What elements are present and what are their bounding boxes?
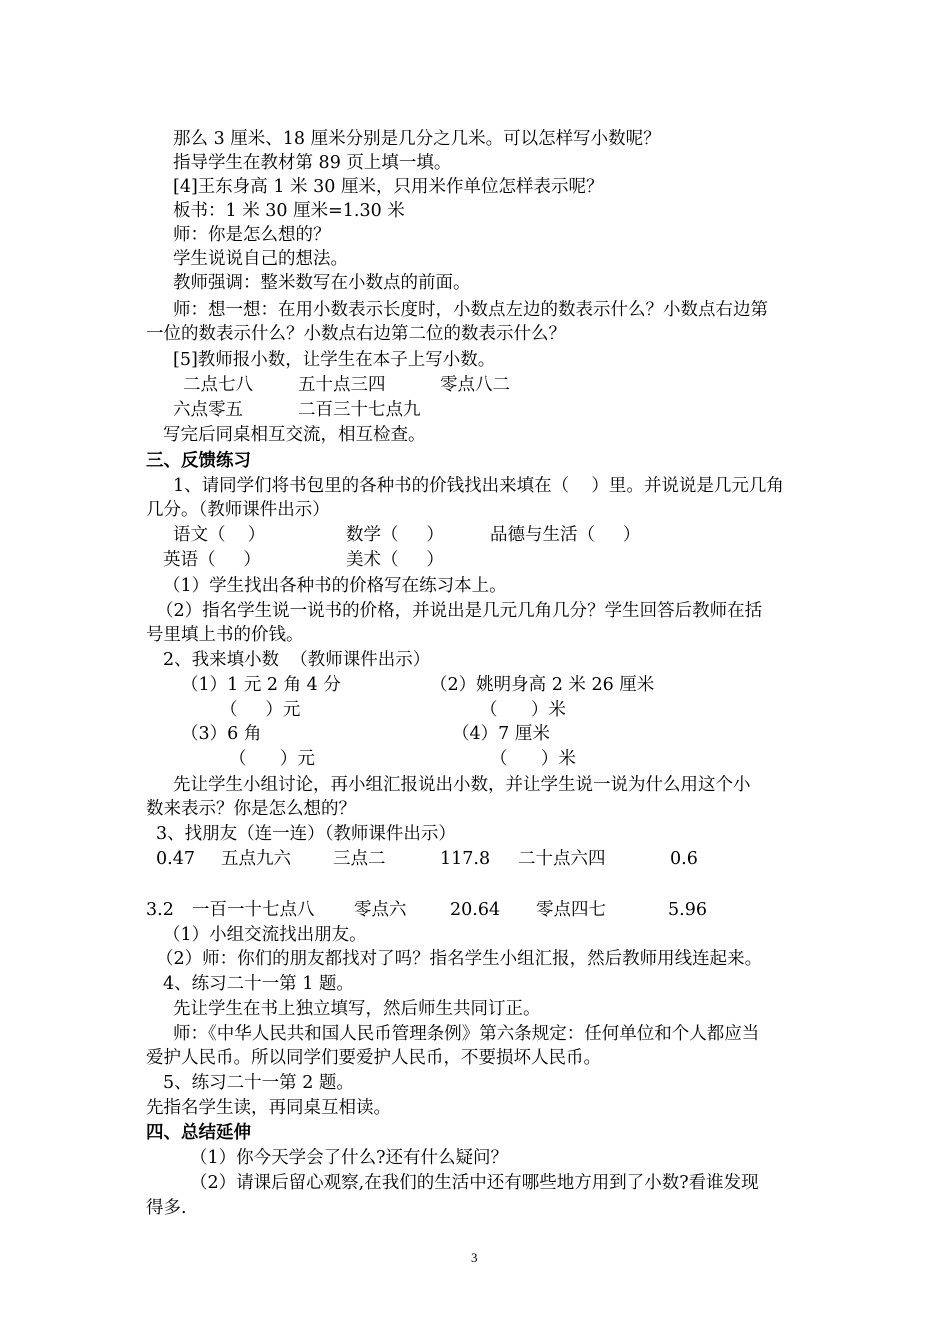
paragraph-line: （1）你今天学会了什么?还有什么疑问？ bbox=[190, 1148, 509, 1168]
match-item: 3.2 bbox=[146, 900, 174, 920]
match-item: 一百一十七点八 bbox=[192, 900, 315, 920]
fill-blank: （ ）元 bbox=[220, 700, 301, 720]
book-price-item: 数学（ ） bbox=[346, 525, 444, 545]
paragraph-line: 爱护人民币。所以同学们要爱护人民币，不要损坏人民币。 bbox=[146, 1048, 601, 1068]
page-number: 3 bbox=[471, 1250, 478, 1265]
match-item: 三点二 bbox=[333, 849, 386, 869]
paragraph-line: 板书：1 米 30 厘米=1.30 米 bbox=[173, 201, 405, 221]
paragraph-line: 师：《中华人民共和国人民币管理条例》第六条规定：任何单位和个人都应当 bbox=[173, 1024, 760, 1044]
match-item: 五点九六 bbox=[221, 849, 291, 869]
match-item: 5.96 bbox=[668, 900, 707, 920]
fill-item: （1）1 元 2 角 4 分 bbox=[181, 675, 341, 695]
match-item: 0.6 bbox=[670, 849, 698, 869]
paragraph-line: （2）请课后留心观察,在我们的生活中还有哪些地方用到了小数?看谁发现 bbox=[190, 1173, 759, 1193]
paragraph-line: 几分。（教师课件出示） bbox=[146, 500, 330, 520]
section-heading: 四、总结延伸 bbox=[146, 1123, 251, 1143]
paragraph-line: [5]教师报小数，让学生在本子上写小数。 bbox=[173, 350, 496, 370]
paragraph-line: （2）师：你们的朋友都找对了吗？指名学生小组汇报，然后教师用线连起来。 bbox=[156, 949, 763, 969]
paragraph-line: 得多. bbox=[146, 1198, 187, 1218]
fill-blank: （ ）米 bbox=[490, 749, 576, 769]
dictation-item: 六点零五 bbox=[173, 400, 243, 420]
match-item: 20.64 bbox=[450, 900, 501, 920]
match-item: 117.8 bbox=[440, 849, 491, 869]
match-item: 0.47 bbox=[156, 849, 195, 869]
paragraph-line: 先让学生小组讨论，再小组汇报说出小数，并让学生说一说为什么用这个小 bbox=[173, 775, 751, 795]
paragraph-line: 1、请同学们将书包里的各种书的价钱找出来填在（ ）里。并说说是几元几角 bbox=[173, 476, 784, 496]
book-price-item: 美术（ ） bbox=[346, 550, 444, 570]
paragraph-line: [4]王东身高 1 米 30 厘米，只用米作单位怎样表示呢？ bbox=[173, 177, 604, 197]
paragraph-line: 数来表示？你是怎么想的？ bbox=[146, 799, 356, 819]
book-price-item: 语文（ ） bbox=[173, 525, 266, 545]
book-price-item: 英语（ ） bbox=[163, 550, 261, 570]
paragraph-line: 师：你是怎么想的？ bbox=[173, 225, 331, 245]
paragraph-line: 先指名学生读，再同桌互相读。 bbox=[146, 1098, 391, 1118]
fill-item: （4）7 厘米 bbox=[452, 724, 550, 744]
book-price-item: 品德与生活（ ） bbox=[490, 525, 641, 545]
paragraph-line: 教师强调：整米数写在小数点的前面。 bbox=[173, 273, 471, 293]
paragraph-line: （2）指名学生说一说书的价格，并说出是几元几角几分？学生回答后教师在括 bbox=[156, 601, 763, 621]
section-heading: 三、反馈练习 bbox=[146, 451, 251, 471]
paragraph-line: 那么 3 厘米、18 厘米分别是几分之几米。可以怎样写小数呢？ bbox=[173, 129, 661, 149]
match-item: 零点四七 bbox=[536, 900, 606, 920]
fill-item: （2）姚明身高 2 米 26 厘米 bbox=[430, 675, 655, 695]
paragraph-line: 3、找朋友（连一连）（教师课件出示） bbox=[156, 824, 456, 844]
match-item: 二十点六四 bbox=[518, 849, 606, 869]
dictation-item: 零点八二 bbox=[440, 375, 510, 395]
fill-blank: （ ）米 bbox=[480, 700, 566, 720]
match-item: 零点六 bbox=[354, 900, 407, 920]
paragraph-line: 师：想一想：在用小数表示长度时，小数点左边的数表示什么？小数点右边第 bbox=[173, 300, 768, 320]
paragraph-line: 2、我来填小数 （教师课件出示） bbox=[163, 650, 431, 670]
dictation-item: 五十点三四 bbox=[298, 375, 386, 395]
paragraph-line: （1）小组交流找出朋友。 bbox=[163, 925, 367, 945]
dictation-item: 二百三十七点九 bbox=[298, 400, 421, 420]
fill-item: （3）6 角 bbox=[181, 724, 262, 744]
paragraph-line: 一位的数表示什么？小数点右边第二位的数表示什么？ bbox=[146, 324, 566, 344]
dictation-item: 二点七八 bbox=[183, 375, 253, 395]
paragraph-line: （1）学生找出各种书的价格写在练习本上。 bbox=[163, 576, 507, 596]
paragraph-line: 写完后同桌相互交流，相互检查。 bbox=[163, 425, 426, 445]
paragraph-line: 先让学生在书上独立填写，然后师生共同订正。 bbox=[173, 999, 541, 1019]
paragraph-line: 指导学生在教材第 89 页上填一填。 bbox=[173, 153, 452, 173]
paragraph-line: 4、练习二十一第 1 题。 bbox=[163, 974, 354, 994]
fill-blank: （ ）元 bbox=[229, 749, 315, 769]
paragraph-line: 号里填上书的价钱。 bbox=[146, 625, 304, 645]
paragraph-line: 学生说说自己的想法。 bbox=[173, 249, 348, 269]
paragraph-line: 5、练习二十一第 2 题。 bbox=[163, 1073, 354, 1093]
